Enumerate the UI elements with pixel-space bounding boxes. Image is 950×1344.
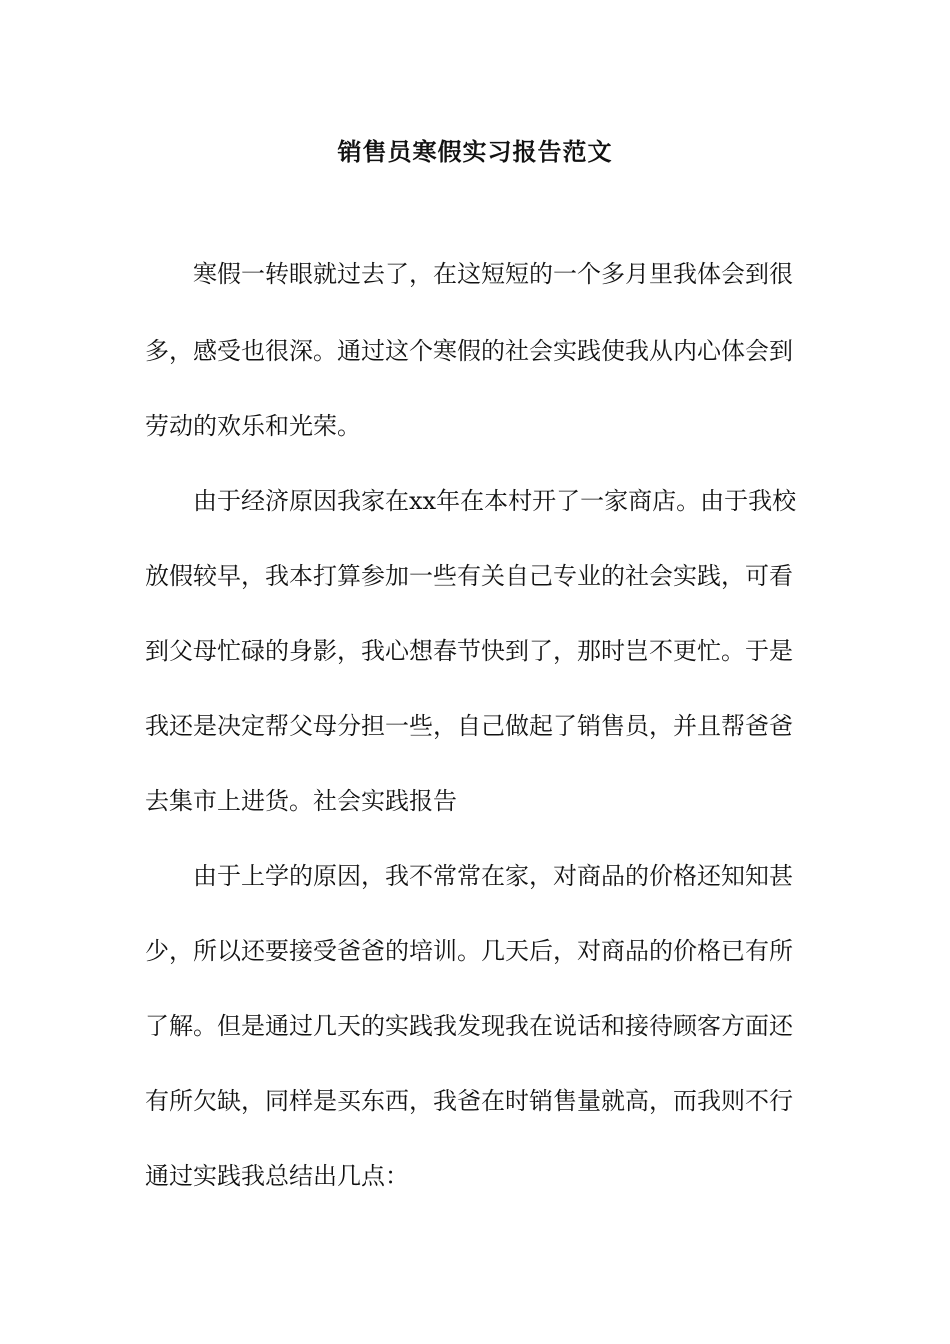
paragraph-2-line-1: 由于经济原因我家在xx年在本村开了一家商店。由于我校 [193, 487, 797, 515]
paragraph-3-line-5: 通过实践我总结出几点： [145, 1162, 409, 1190]
paragraph-2-line-2: 放假较早，我本打算参加一些有关自己专业的社会实践，可看 [145, 562, 793, 590]
paragraph-2-line-5: 去集市上进货。社会实践报告 [145, 787, 457, 815]
paragraph-3-line-3: 了解。但是通过几天的实践我发现我在说话和接待顾客方面还 [145, 1012, 793, 1040]
document-title: 销售员寒假实习报告范文 [337, 137, 613, 166]
paragraph-2-line-3: 到父母忙碌的身影，我心想春节快到了，那时岂不更忙。于是 [145, 637, 793, 665]
paragraph-1-line-1: 寒假一转眼就过去了，在这短短的一个多月里我体会到很 [193, 260, 793, 288]
paragraph-1-line-2: 多，感受也很深。通过这个寒假的社会实践使我从内心体会到 [145, 337, 793, 365]
paragraph-1-line-3: 劳动的欢乐和光荣。 [145, 412, 361, 440]
paragraph-2-line-4: 我还是决定帮父母分担一些，自己做起了销售员，并且帮爸爸 [145, 712, 793, 740]
paragraph-3-line-1: 由于上学的原因，我不常常在家，对商品的价格还知知甚 [193, 862, 793, 890]
paragraph-3-line-4: 有所欠缺，同样是买东西，我爸在时销售量就高，而我则不行 [145, 1087, 793, 1115]
paragraph-3-line-2: 少，所以还要接受爸爸的培训。几天后，对商品的价格已有所 [145, 937, 793, 965]
